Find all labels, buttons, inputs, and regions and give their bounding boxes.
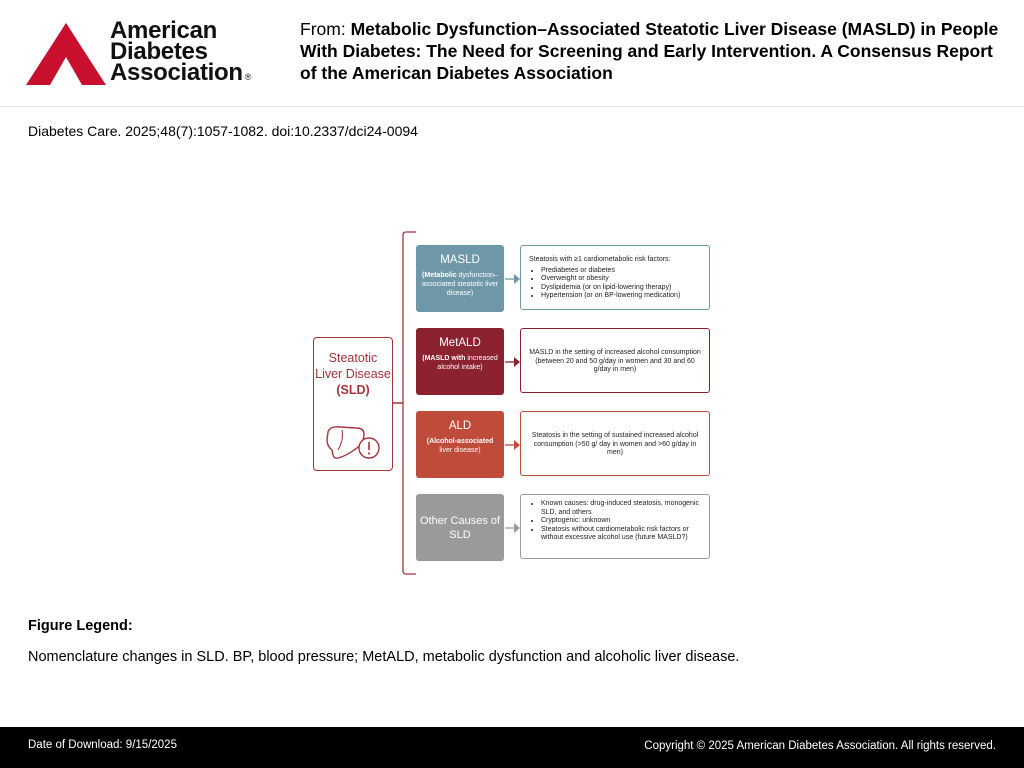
sld-abbr: (SLD): [336, 383, 370, 397]
page-footer: [0, 727, 1024, 768]
list-item: • Prediabetes or diabetes: [541, 267, 701, 276]
sld-diagram: [300, 225, 720, 580]
list-item: • Hypertension (or on BP-lowering medication): [541, 292, 701, 301]
title-prefix: From:: [300, 19, 351, 39]
category-name: ALD: [448, 420, 472, 432]
category-sub: liver disease): [439, 447, 481, 454]
figure-legend-heading: Figure Legend:: [28, 618, 133, 634]
category-description: [416, 437, 504, 455]
download-date: Date of Download: 9/15/2025: [28, 739, 177, 751]
ada-logo-text: [110, 17, 252, 88]
sld-title: Steatotic Liver Disease: [315, 351, 391, 381]
arrow-right-icon: [505, 273, 521, 285]
logo-line-1: American: [110, 17, 217, 44]
list-item: • Cryptogenic: unknown: [541, 517, 701, 526]
category-description: [416, 271, 504, 298]
category-sub-bold: (MASLD with: [422, 355, 466, 362]
article-title: [300, 18, 1000, 84]
category-name: MASLD: [440, 254, 480, 266]
masld-risk-list: [529, 267, 701, 301]
sld-root-box: [313, 337, 393, 471]
ada-triangle-logo-icon: [26, 23, 106, 85]
copyright: Copyright © 2025 American Diabetes Association. All rights reserved.: [644, 740, 996, 752]
liver-alert-icon: [324, 424, 382, 464]
category-other: [416, 494, 504, 561]
title-text[interactable]: Metabolic Dysfunction–Associated Steatotic Liver Disease (MASLD) in People With Diabetes: The Need for Screening and Early Intervention. A Consensus Report of the American Diabetes Association: [300, 19, 999, 83]
list-item: • Overweight or obesity: [541, 275, 701, 284]
description-metald: MASLD in the setting of increased alcohol consumption (between 20 and 50 g/day in women and 30 and 60 g/day in men): [520, 328, 710, 393]
registered-mark: ®: [244, 72, 252, 82]
list-item: • Dyslipidemia (or on lipid-lowering therapy): [541, 284, 701, 293]
arrow-right-icon: [505, 522, 521, 534]
logo-line-3: Association: [110, 59, 243, 86]
arrow-right-icon: [505, 439, 521, 451]
description-other: [520, 494, 710, 559]
ada-logo[interactable]: [26, 17, 256, 86]
category-sub-bold: (Metabolic: [422, 272, 457, 279]
other-causes-list: [529, 500, 701, 543]
list-item: • Steatosis without cardiometabolic risk factors or without excessive alcohol use (future MASLD?): [541, 526, 701, 543]
category-masld: [416, 245, 504, 312]
category-sub-bold: (Alcohol-associated: [426, 438, 494, 445]
list-item: • Known causes: drug-induced steatosis, monogenic SLD, and others: [541, 500, 701, 517]
masld-intro: Steatosis with ≥1 cardiometabolic risk factors:: [529, 256, 671, 263]
category-metald: [416, 328, 504, 395]
category-sub: increased alcohol intake): [437, 355, 498, 371]
citation: Diabetes Care. 2025;48(7):1057-1082. doi:10.2337/dci24-0094: [28, 123, 418, 139]
page-header: [0, 0, 1024, 107]
figure-legend-text: Nomenclature changes in SLD. BP, blood pressure; MetALD, metabolic dysfunction and alcoholic liver disease.: [28, 649, 740, 665]
category-name: Other Causes of SLD: [419, 515, 501, 541]
description-masld: [520, 245, 710, 310]
logo-line-2: Diabetes: [110, 38, 208, 65]
category-name: MetALD: [439, 337, 481, 349]
arrow-right-icon: [505, 356, 521, 368]
description-ald: Steatosis in the setting of sustained increased alcohol consumption (>50 g/ day in women and >60 g/day in men): [520, 411, 710, 476]
category-ald: [416, 411, 504, 478]
category-description: [416, 354, 504, 372]
category-sub: dysfunction–associated steatotic liver disease): [421, 272, 499, 297]
